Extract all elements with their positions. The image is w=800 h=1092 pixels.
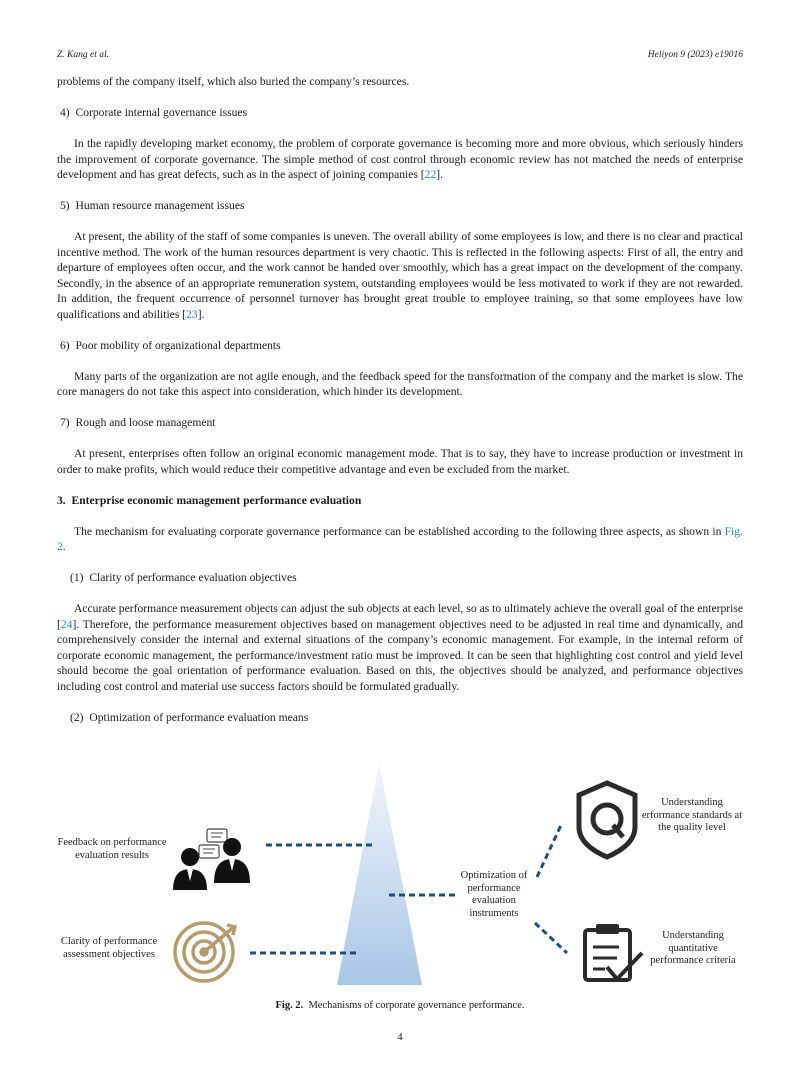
list-item-2: (2) Optimization of performance evaluation means (70, 710, 309, 724)
paragraph-text: Accurate performance measurement objects can adjust the sub objects at each level, so as to ultimately achieve the overall goal of the enterprise (74, 602, 743, 615)
connector-quant (535, 923, 567, 953)
people-icon (173, 829, 250, 890)
figure-2 (57, 755, 757, 995)
figure-caption (0, 1000, 800, 1011)
citation-link[interactable]: 24 (60, 617, 73, 631)
paragraph-text: . Therefore, the performance measurement objectives based on management objectives need to be adjusted in real time and dynamically, and comprehensively consider the internal and external situations of the company’s economic management. For example, in the internal reform of corporate economic management, the performance/investment ratio must be improved. It can be seen that highlighting cost control and yield level should become the goal orientation of performance evaluation. Based on this, the objectives should be analyzed, and performance objectives including cost control and material use success factors should be formulated gradually. (57, 617, 743, 693)
caption-number: Fig. 2. (275, 1000, 304, 1011)
section-heading: 3. Enterprise economic management performance evaluation (57, 493, 362, 507)
label-center: Optimization of performance evaluation instruments (460, 870, 528, 919)
paragraph-hr: At present, the ability of the staff of some companies is uneven. The overall ability of some employees is low, and there is no clear and practical incentive method. The work of the human resources department is very chaotic. This is reflected in the following aspects: First of all, the entry and departure of employees often occur, and the work cannot be handed over smoothly, which has a great impact on the development of the company. Secondly, in the absence of an appropriate remuneration system, outstanding employees would be less motivated to work if they are not rewarded. In addition, the frequent occurrence of personnel turnover has brought great trouble to employee training, so that some employees have low qualifications and abilities [23]. (57, 230, 743, 321)
paragraph-text: At present, the ability of the staff of some companies is uneven. The overall ability of some employees is low, and there is no clear and practical incentive method. The work of the human resources department is very chaotic. This is reflected in the following aspects: First of all, the entry and departure of employees often occur, and the work cannot be handed over smoothly, which has a great impact on the development of the company. Secondly, in the absence of an appropriate remuneration system, outstanding employees would be less motivated to work if they are not rewarded. In addition, the frequent occurrence of personnel turnover has brought great trouble to employee training, so that some employees have low qualifications and abilities (57, 230, 743, 321)
central-triangle (337, 763, 422, 985)
connector-quality (537, 823, 562, 877)
citation-link[interactable]: 23 (186, 307, 198, 321)
paragraph-text: The mechanism for evaluating corporate governance performance can be established according to the following three aspects, as shown in (74, 524, 722, 538)
paragraph-objectives: Accurate performance measurement objects can adjust the sub objects at each level, so as to ultimately achieve the overall goal of the enterprise [24]. Therefore, the performance measurement objectives based on management objectives need to be adjusted in real time and dynamically, and comprehensively consider the internal and external situations of the company’s economic management. For example, in the internal reform of corporate economic management, the performance/investment ratio must be improved. It can be seen that highlighting cost control and yield level should become the goal orientation of performance evaluation. Based on this, the objectives should be analyzed, and performance objectives including cost control and material use success factors should be formulated gradually. (57, 602, 743, 693)
paragraph-governance: In the rapidly developing market economy, the problem of corporate governance is becoming more and more obvious, which seriously hinders the improvement of corporate governance. The simple method of cost control through economic review has not matched the needs of enterprise development and has great defects, such as in the aspect of joining companies [22]. (57, 137, 743, 181)
paragraph-text: In the rapidly developing market economy, the problem of corporate governance is becoming more and more obvious, which seriously hinders the improvement of corporate governance. The simple method of cost control through economic review has not matched the needs of enterprise development and has great defects, such as in the aspect of joining companies (57, 137, 743, 181)
label-quantitative: Understanding quantitative performance criteria (650, 930, 736, 966)
list-item-5: 5) Human resource management issues (60, 199, 245, 212)
paragraph-continuation: problems of the company itself, which also buried the company’s resources. (57, 75, 410, 88)
paragraph-management: At present, enterprises often follow an original economic management mode. That is to say, they have to increase production or investment in order to make profits, which would reduce their competitive advantage and even be excluded from the market. (57, 447, 743, 476)
running-header-authors: Z. Kang et al. (57, 50, 109, 60)
clipboard-check-icon (585, 924, 642, 980)
label-quality: Understanding erformance standards at the quality level (641, 797, 743, 833)
figure-link[interactable]: Fig. 2 (57, 524, 743, 553)
label-clarity: Clarity of performance assessment objectives (60, 936, 158, 960)
list-item-1: (1) Clarity of performance evaluation objectives (70, 571, 297, 584)
caption-text: Mechanisms of corporate governance performance. (308, 1000, 525, 1011)
paragraph-mobility: Many parts of the organization are not agile enough, and the feedback speed for the transformation of the company and the market is slow. The core managers do not take this aspect into consideration, which hinder its development. (57, 369, 743, 398)
page-number: 4 (397, 1032, 403, 1043)
page-body (57, 74, 743, 725)
citation-link[interactable]: 22 (424, 168, 437, 181)
paragraph-mechanism: The mechanism for evaluating corporate governance performance can be established according to the following three aspects, as shown in Fig. 2. (57, 524, 743, 553)
running-header-journal: Heliyon 9 (2023) e19016 (647, 50, 743, 60)
list-item-6: 6) Poor mobility of organizational departments (60, 338, 281, 352)
target-icon (175, 923, 235, 981)
shield-q-icon (579, 783, 635, 857)
list-item-4: 4) Corporate internal governance issues (60, 106, 248, 119)
list-item-7: 7) Rough and loose management (60, 416, 216, 429)
label-feedback: Feedback on performance evaluation results (57, 837, 167, 861)
